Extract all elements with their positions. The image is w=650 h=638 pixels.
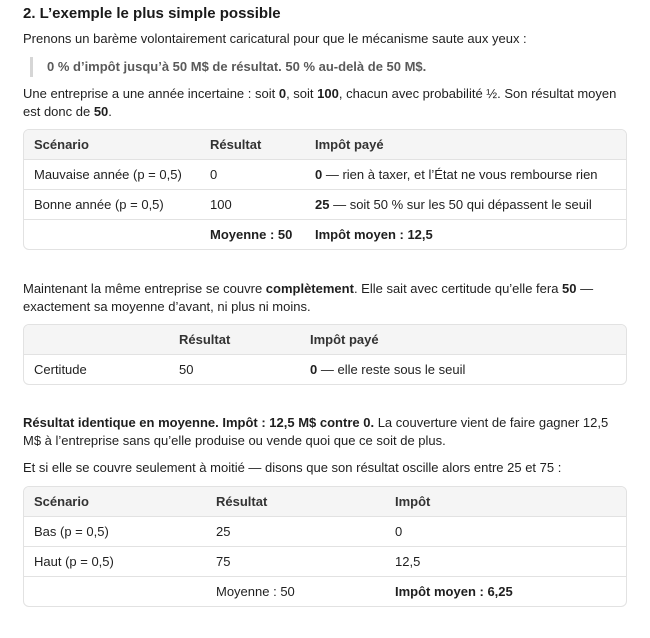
paragraph-conclusion: Résultat identique en moyenne. Impôt : 12,5 M$ contre 0. La couverture vient de faire gagner 12,5 M$ à l’entreprise sans qu’elle produise ou vende quoi que ce soit de plus. xyxy=(23,415,609,448)
cell-scenario: Bas (p = 0,5) xyxy=(24,516,206,546)
cell-result: 100 xyxy=(200,189,305,219)
header-tax: Impôt xyxy=(385,487,626,516)
section-heading: 2. L’exemple le plus simple possible xyxy=(23,5,281,22)
cell-empty xyxy=(24,219,200,249)
table-half-hedge xyxy=(23,486,627,607)
table-row xyxy=(24,516,626,546)
table-row xyxy=(24,189,626,219)
cell-tax: 0 — rien à taxer, et l’État ne vous rembourse rien xyxy=(305,159,626,189)
cell-tax: 25 — soit 50 % sur les 50 qui dépassent le seuil xyxy=(305,189,626,219)
table-footer-row xyxy=(24,219,626,249)
cell-scenario: Bonne année (p = 0,5) xyxy=(24,189,200,219)
cell-result: 0 xyxy=(200,159,305,189)
cell-result: 50 xyxy=(169,354,300,384)
cell-scenario: Mauvaise année (p = 0,5) xyxy=(24,159,200,189)
cell-empty xyxy=(24,576,206,606)
table-header-row xyxy=(24,325,626,354)
table-footer-row xyxy=(24,576,626,606)
table-scenarios xyxy=(23,129,627,250)
cell-tax: 0 xyxy=(385,516,626,546)
header-result: Résultat xyxy=(206,487,385,516)
cell-mean-tax: Impôt moyen : 6,25 xyxy=(385,576,626,606)
cell-result: 25 xyxy=(206,516,385,546)
table-header-row xyxy=(24,487,626,516)
header-tax: Impôt payé xyxy=(305,130,626,159)
cell-tax: 12,5 xyxy=(385,546,626,576)
paragraph-uncertain-year: Une entreprise a une année incertaine : soit 0, soit 100, chacun avec probabilité ½. Son résultat moyen est donc de 50. xyxy=(23,86,617,119)
intro-paragraph: Prenons un barème volontairement caricatural pour que le mécanisme saute aux yeux : xyxy=(23,31,527,46)
cell-scenario: Certitude xyxy=(24,354,169,384)
header-tax: Impôt payé xyxy=(300,325,626,354)
paragraph-half-hedge: Et si elle se couvre seulement à moitié — disons que son résultat oscille alors entre 25 et 75 : xyxy=(23,460,562,475)
blockquote-tax-scale: 0 % d’impôt jusqu’à 50 M$ de résultat. 50 % au-delà de 50 M$. xyxy=(30,57,426,77)
table-certainty xyxy=(23,324,627,385)
table-row xyxy=(24,546,626,576)
header-scenario: Scénario xyxy=(24,487,206,516)
cell-scenario: Haut (p = 0,5) xyxy=(24,546,206,576)
cell-tax: 0 — elle reste sous le seuil xyxy=(300,354,626,384)
table-row xyxy=(24,354,626,384)
header-empty xyxy=(24,325,169,354)
header-result: Résultat xyxy=(200,130,305,159)
header-scenario: Scénario xyxy=(24,130,200,159)
cell-result: 75 xyxy=(206,546,385,576)
paragraph-full-hedge: Maintenant la même entreprise se couvre complètement. Elle sait avec certitude qu’elle fera 50 — exactement sa moyenne d’avant, ni plus ni moins. xyxy=(23,281,594,314)
cell-mean: Moyenne : 50 xyxy=(206,576,385,606)
table-row xyxy=(24,159,626,189)
cell-mean-tax: Impôt moyen : 12,5 xyxy=(305,219,626,249)
table-header-row xyxy=(24,130,626,159)
header-result: Résultat xyxy=(169,325,300,354)
cell-mean: Moyenne : 50 xyxy=(200,219,305,249)
